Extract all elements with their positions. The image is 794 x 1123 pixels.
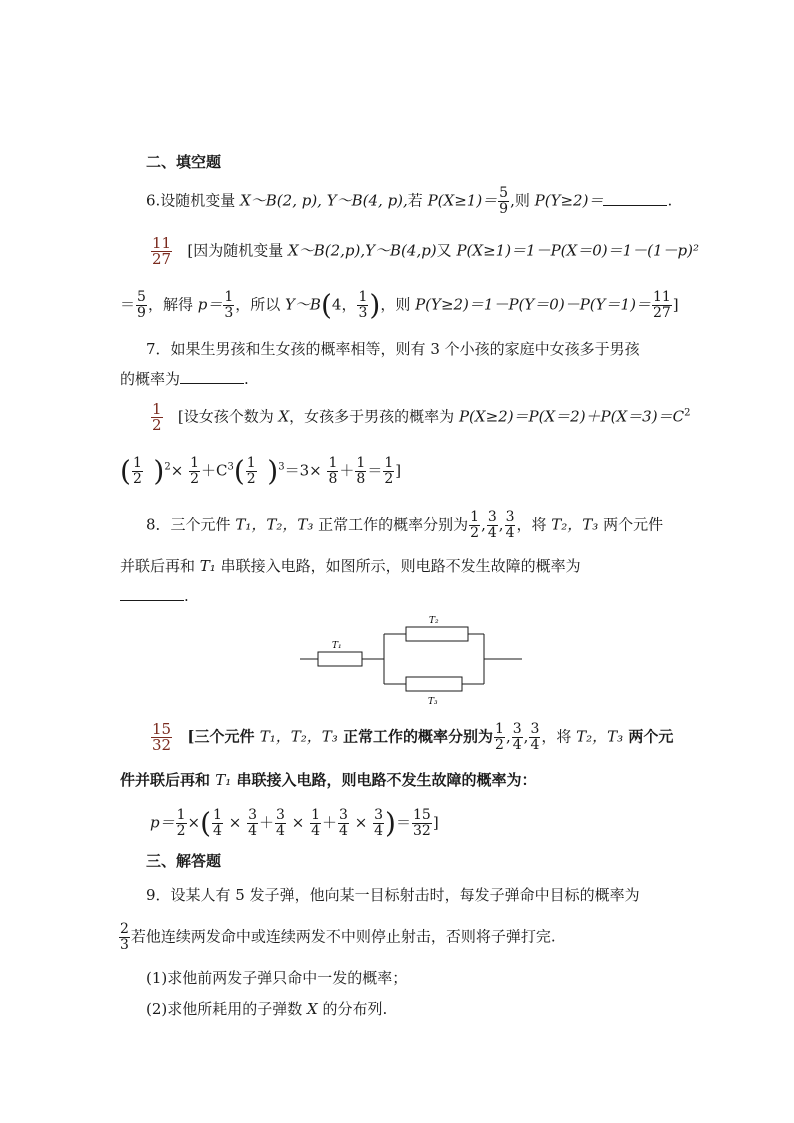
section-heading-fill-in: 二、填空题 xyxy=(146,153,222,171)
question-8-line-2 xyxy=(120,556,581,576)
circuit-label-t1: T₁ xyxy=(332,641,342,651)
q8-c: 正常工作的概率分别为 xyxy=(313,515,469,534)
q6-y-dist: Y～B xyxy=(285,295,321,314)
q8-s1a: [三个元件 xyxy=(187,727,260,746)
q8-times-3: × xyxy=(354,813,368,832)
q9-l2-text: 若他连续两发命中或连续两发不中则停止射击，否则将子弹打完. xyxy=(130,927,556,946)
q8-eq: ＝ xyxy=(395,813,411,832)
q7-plus-c: ＋C xyxy=(201,461,228,480)
q7-sol-b: ，女孩多于男孩的概率为 xyxy=(289,407,459,426)
q8-f-e: $\frac{1}{4}$ xyxy=(311,807,321,839)
q6-fraction-5-9: $\frac{5}{9}$ xyxy=(499,185,509,217)
circuit-label-t2: T₂ xyxy=(429,616,439,626)
q8-f-c: $\frac{3}{4}$ xyxy=(248,807,258,839)
q6-sol-and: 又 xyxy=(436,241,457,260)
q7-exp: 2 xyxy=(164,461,171,473)
paren-open: ( xyxy=(200,806,212,840)
q6-eq: ＝ xyxy=(120,295,136,314)
q8-s2c: 串联接入电路，则电路不发生故障的概率为： xyxy=(231,771,537,789)
q8-solution-line-2 xyxy=(120,770,537,790)
q8-s1d: ，将 xyxy=(541,727,577,746)
q8-p-eq: p＝ xyxy=(150,813,175,832)
q8-f-d: $\frac{3}{4}$ xyxy=(276,807,285,839)
question-9-part-1: (1)求他前两发子弹只命中一发的概率； xyxy=(146,969,408,987)
q8-s1e: T₂，T₃ xyxy=(576,727,624,746)
q8-s-p1: $\frac{1}{2}$ xyxy=(495,721,504,753)
q6-target: P(Y≥2)＝ xyxy=(534,191,604,210)
q7-plus: ＋ xyxy=(339,461,355,480)
circuit-diagram xyxy=(298,610,524,708)
q8-times-1: × xyxy=(228,813,242,832)
q9-frac-2-3: $\frac{2}{3}$ xyxy=(120,921,129,953)
q8-close: ] xyxy=(432,813,439,832)
question-7-line-1: 7．如果生男孩和生女孩的概率相等，则有 3 个小孩的家庭中女孩多于男孩 xyxy=(146,340,640,358)
paren-close: ) xyxy=(385,806,396,840)
paren-close: ) xyxy=(267,454,279,488)
question-8-line-1: 8．三个元件 T₁，T₂，T₃ 正常工作的概率分别为 $\frac{1}{2}$ , $\frac{3}{4}$ , $\frac{3}{4}$ ，将 T₂，T₃ 两个元件 xyxy=(146,509,664,541)
q8-f-g: $\frac{3}{4}$ xyxy=(374,807,384,839)
q7-x: X xyxy=(278,407,290,426)
q8-p2: $\frac{3}{4}$ xyxy=(487,509,497,541)
q8-t2t3: T₂，T₃ xyxy=(551,515,599,534)
q8-answer-fraction: $\frac{15}{32}$ xyxy=(152,720,172,754)
q6-sol-prob: P(X≥1)＝1－P(X＝0)＝1－(1－p)² xyxy=(456,241,700,260)
question-9-line-1: 9．设某人有 5 发子弹，他向某一目标射击时，每发子弹命中目标的概率为 xyxy=(146,886,640,904)
q8-plus-1: ＋ xyxy=(259,813,275,832)
q7-eq3: ＝3× xyxy=(284,461,322,480)
q8-plus-2: ＋ xyxy=(322,813,338,832)
q6-so: ，所以 xyxy=(235,295,286,314)
q6-sol-text: [因为随机变量 xyxy=(187,241,289,260)
section-heading-answers: 三、解答题 xyxy=(146,852,222,870)
question-9-part-2 xyxy=(146,999,387,1019)
q8-f-result: $\frac{15}{32}$ xyxy=(412,807,431,839)
circuit-label-t3: T₃ xyxy=(428,697,438,707)
question-8-line-3 xyxy=(120,586,189,606)
q6-p-eq: p＝ xyxy=(197,295,223,314)
q8-f-f: $\frac{3}{4}$ xyxy=(339,807,348,839)
q7-frac-result: $\frac{1}{2}$ xyxy=(384,455,394,487)
q8-d: ，将 xyxy=(516,515,552,534)
q8-s1f: 两个元 xyxy=(623,727,674,746)
q7-frac-half-b: $\frac{1}{2}$ xyxy=(190,455,199,487)
q8-f: 两个元件 xyxy=(598,515,664,534)
answer-blank xyxy=(120,586,184,601)
q7-frac-half-c: $\frac{1}{2}$ xyxy=(246,455,256,487)
q8-s-p3: $\frac{3}{4}$ xyxy=(530,721,540,753)
q8-p1: $\frac{1}{2}$ xyxy=(470,509,480,541)
q6-y-prob: P(Y≥2)＝1－P(Y＝0)－P(Y＝1)＝ xyxy=(415,295,651,314)
q6-close: ] xyxy=(672,295,679,314)
q8-solution-line-3 xyxy=(150,808,439,839)
q7-frac-1-8a: $\frac{1}{8}$ xyxy=(328,455,338,487)
q6-distributions: X～B(2, p), Y～B(4, p), xyxy=(240,191,408,210)
q8-t1: T₁ xyxy=(199,557,216,575)
q8-s1c: 正常工作的概率分别为 xyxy=(337,727,494,746)
q6-four: 4， xyxy=(331,295,357,314)
paren-open: ( xyxy=(233,454,245,488)
q6-solution-line-1 xyxy=(150,236,699,267)
q7-solution-line-2 xyxy=(120,456,401,487)
q7-text: 的概率为 xyxy=(120,370,181,388)
q7-frac-1-8b: $\frac{1}{8}$ xyxy=(356,455,366,487)
q9-p2a: (2)求他所耗用的子弹数 xyxy=(146,1000,308,1018)
q8-a: 8．三个元件 xyxy=(146,515,236,534)
answer-blank xyxy=(180,369,244,384)
q7-sol-a: [设女孩个数为 xyxy=(177,407,279,426)
paren-close: ) xyxy=(369,288,381,322)
q8-s2a: 件并联后再和 xyxy=(120,771,216,789)
q7-eq: ＝ xyxy=(367,461,383,480)
q7-dot: . xyxy=(244,370,249,388)
q7-solution-line-1 xyxy=(150,402,690,433)
q6-sol-dist: X～B(2,p),Y～B(4,p) xyxy=(288,241,437,260)
paren-open: ( xyxy=(320,288,332,322)
q6-then: ，则 xyxy=(380,295,416,314)
q8-s2b: T₁ xyxy=(215,771,232,789)
q7-frac-half-a: $\frac{1}{2}$ xyxy=(132,455,142,487)
question-6-stem: 6.设随机变量 X～B(2, p), Y～B(4, p),若 P(X≥1)＝ $\frac{5}{9}$ ,则 P(Y≥2)＝ . xyxy=(146,185,673,217)
q6-frac-1-3: $\frac{1}{3}$ xyxy=(224,289,234,321)
q6-solve: ，解得 xyxy=(147,295,198,314)
q8-elements: T₁，T₂，T₃ xyxy=(235,515,314,534)
q8-s-p2: $\frac{3}{4}$ xyxy=(512,721,522,753)
q6-text-a: 6.设随机变量 xyxy=(146,191,241,210)
q6-frac-1-3b: $\frac{1}{3}$ xyxy=(358,289,368,321)
question-7-line-2 xyxy=(120,369,249,389)
question-9-line-2 xyxy=(118,922,556,953)
q8-l2c: 串联接入电路，如图所示，则电路不发生故障的概率为 xyxy=(215,557,581,575)
q6-solution-line-2 xyxy=(120,290,679,321)
q9-p2c: 的分布列. xyxy=(317,1000,388,1018)
q7-close: ] xyxy=(395,461,402,480)
q8-s1b: T₁，T₂，T₃ xyxy=(259,727,338,746)
paren-open: ( xyxy=(120,454,131,488)
q6-text-e: ,则 xyxy=(510,191,535,210)
q6-frac-11-27: $\frac{11}{27}$ xyxy=(652,289,671,321)
q7-sup2: 3 xyxy=(227,461,234,473)
q6-frac-5-9: $\frac{5}{9}$ xyxy=(137,289,146,321)
q8-times-2: × xyxy=(291,813,305,832)
q8-p3: $\frac{3}{4}$ xyxy=(505,509,515,541)
q6-condition: P(X≥1)＝ xyxy=(427,191,498,210)
q7-sup: 2 xyxy=(684,407,691,419)
q9-x: X xyxy=(307,1000,318,1018)
answer-blank xyxy=(603,191,667,206)
q8-dot: . xyxy=(184,587,189,605)
q6-text-c: 若 xyxy=(407,191,428,210)
q7-exp3: 3 xyxy=(278,461,285,473)
q8-solution-line-1: $\frac{15}{32}$ [三个元件 T₁，T₂，T₃ 正常工作的概率分别为 $\frac{1}{2}$ , $\frac{3}{4}$ , $\frac{3}{4}$ ，将 T₂，T₃ 两个元 xyxy=(152,720,674,754)
q8-f-a: $\frac{1}{2}$ xyxy=(176,807,186,839)
q7-times: × xyxy=(170,461,184,480)
q8-times: × xyxy=(187,813,201,832)
q7-answer-fraction: $\frac{1}{2}$ xyxy=(152,400,162,434)
q8-l2a: 并联后再和 xyxy=(120,557,200,575)
q8-f-b: $\frac{1}{4}$ xyxy=(213,807,222,839)
paren-close: ) xyxy=(153,454,165,488)
q7-sol-c: P(X≥2)＝P(X＝2)＋P(X＝3)＝C xyxy=(458,407,685,426)
q6-answer-fraction: $\frac{11}{27}$ xyxy=(152,234,172,268)
